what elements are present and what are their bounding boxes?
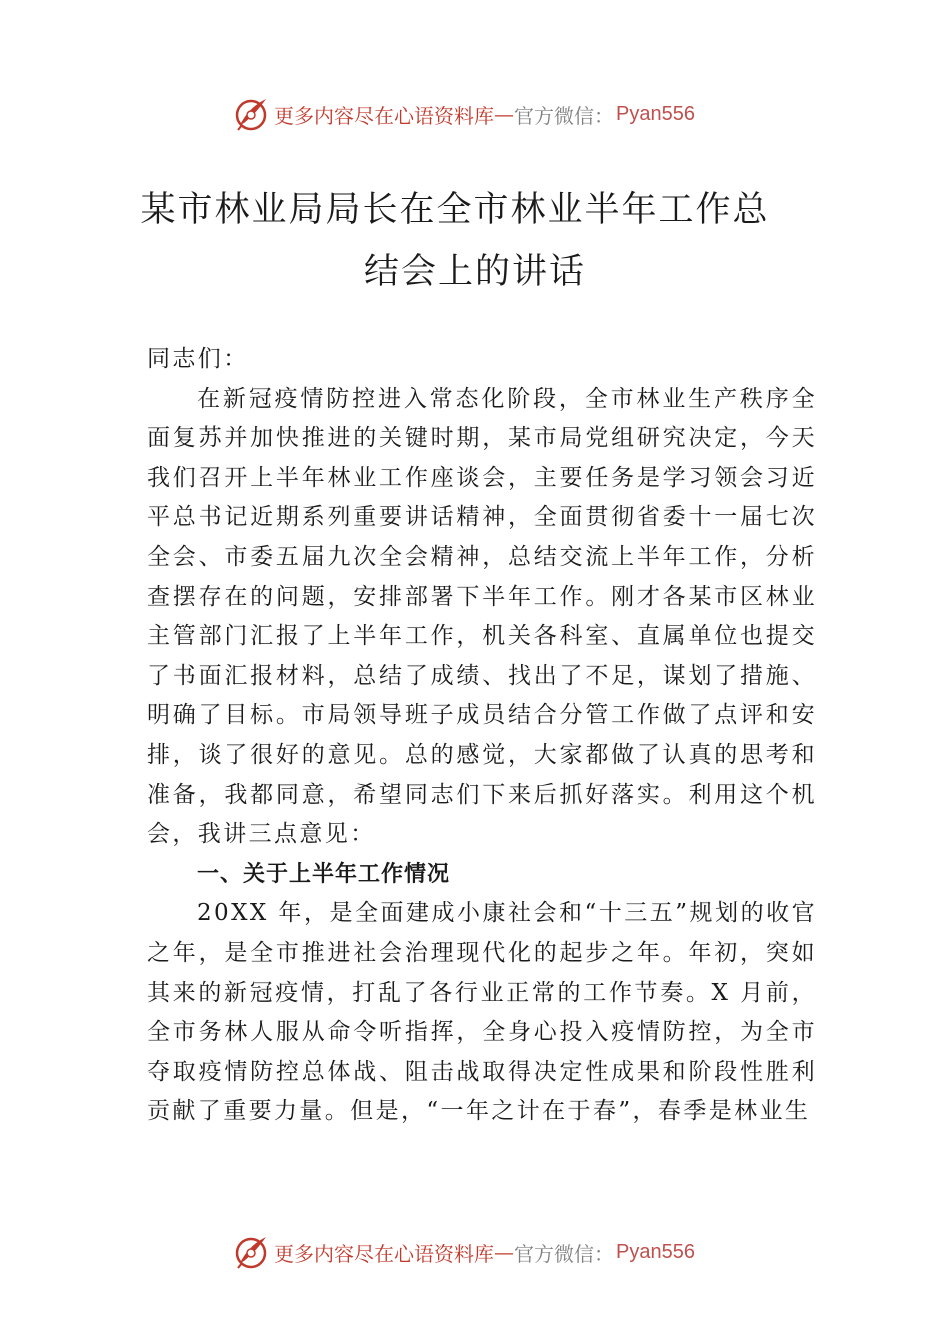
footer-banner bbox=[232, 1232, 752, 1272]
quill-logo-icon bbox=[232, 95, 270, 133]
document-body bbox=[147, 340, 817, 1132]
banner-official-label: 官方微信： bbox=[514, 103, 614, 128]
header-banner bbox=[232, 94, 752, 134]
banner-official-label: 官方微信： bbox=[514, 1241, 614, 1266]
document-title-line1: 某市林业局局长在全市林业半年工作总 bbox=[140, 190, 770, 230]
banner-main-text: 更多内容尽在心语资料库 bbox=[274, 1241, 494, 1266]
banner-dash: — bbox=[494, 102, 514, 126]
paragraph-2: 20XX 年，是全面建成小康社会和“十三五”规划的收官之年，是全市推进社会治理现代化的起步之年。年初，突如其来的新冠疫情，打乱了各行业正常的工作节奏。X 月前， 全市务林人服从命令听指挥，全身心投入疫情防控，为全市夺取疫情防控总体战、阻击战取得决定性成果和阶段性胜利贡献了重要力量。但是，“一年之计在于春”，春季是林业生 bbox=[147, 900, 817, 1125]
paragraph-1: 在新冠疫情防控进入常态化阶段，全市林业生产秩序全面复苏并加快推进的关键时期，某市局党组研究决定，今天我们召开上半年林业工作座谈会，主要任务是学习领会习近平总书记近期系列重要讲话精神，全面贯彻省委十一届七次全会、市委五届九次全会精神，总结交流上半年工作，分析查摆存在的问题，安排部署下半年工作。刚才各某市区林业主管部门汇报了上半年工作，机关各科室、直属单位也提交了书面汇报材料，总结了成绩、找出了不足，谋划了措施、 明确了目标。市局领导班子成员结合分管工作做了点评和安排，谈了很好的意见。总的感觉，大家都做了认真的思考和准备，我都同意，希望同志们下来后抓好落实。利用这个机会，我讲三点意见： bbox=[147, 385, 817, 848]
banner-wechat-id: Pyan556 bbox=[616, 1240, 695, 1263]
banner-dash: — bbox=[494, 1240, 514, 1264]
banner-wechat-id: Pyan556 bbox=[616, 102, 695, 125]
banner-main-text: 更多内容尽在心语资料库 bbox=[274, 103, 494, 128]
salutation: 同志们： bbox=[147, 346, 249, 372]
document-title-line2: 结会上的讲话 bbox=[363, 252, 586, 292]
section-heading-1: 一、关于上半年工作情况 bbox=[197, 861, 451, 887]
quill-logo-icon bbox=[232, 1233, 270, 1271]
